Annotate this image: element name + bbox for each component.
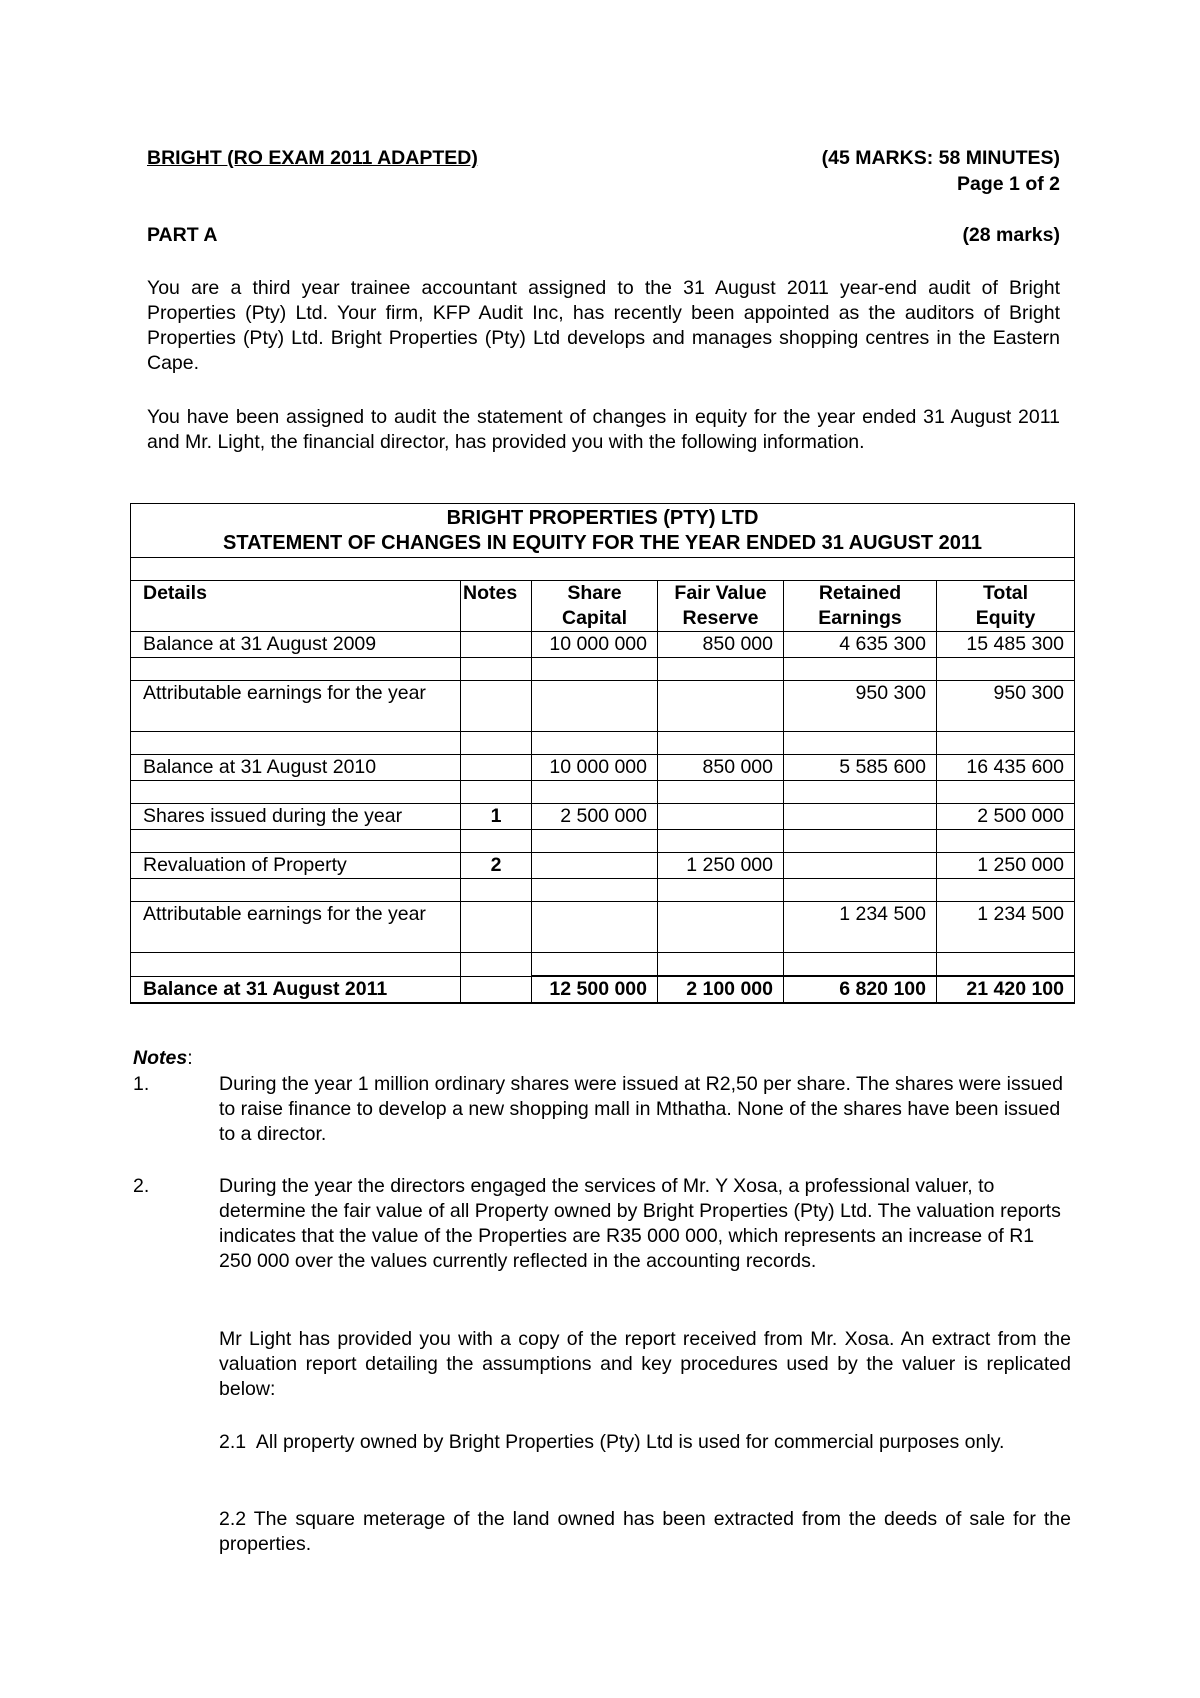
row-total-equity: 21 420 100 [937,976,1075,1003]
row-fair-value-reserve [658,804,784,830]
row-fair-value-reserve: 1 250 000 [658,853,784,879]
table-spacer-row [131,558,1075,581]
intro-paragraph-1: You are a third year trainee accountant assigned to the 31 August 2011 year-end audit of Bright Properties (Pty) Ltd. Your firm, KFP Audit Inc, has recently been appointed as the auditors of Bright Properties (Pty) Ltd. Bright Properties (Pty) Ltd develops and manages shopping centres in the Eastern Cape. [147,277,1060,374]
row-share-capital [532,853,658,879]
row-retained-earnings [784,804,937,830]
note-2-1-number: 2.1 [219,1431,247,1453]
row-retained-earnings: 950 300 [784,681,937,732]
row-fair-value-reserve [658,902,784,953]
row-notes: 2 [461,853,532,879]
row-total-equity: 15 485 300 [937,632,1075,658]
note-2-paragraph: Mr Light has provided you with a copy of the report received from Mr. Xosa. An extract from the valuation report detailing the assumptions and key procedures used by the valuer is replicated below: [219,1328,1071,1400]
table-spacer-row [131,879,1075,902]
note-2-1 [219,1430,1071,1455]
note-2-2-number: 2.2 [219,1508,247,1530]
row-details: Balance at 31 August 2009 [131,632,461,658]
table-row-closing-balance [131,976,1075,1003]
row-fair-value-reserve [658,681,784,732]
exam-marks: (45 MARKS: 58 MINUTES) [821,147,1060,169]
row-fair-value-reserve: 850 000 [658,632,784,658]
row-total-equity: 16 435 600 [937,755,1075,781]
table-row [131,755,1075,781]
row-fair-value-reserve: 2 100 000 [658,976,784,1003]
table-spacer-row [131,953,1075,977]
row-fair-value-reserve: 850 000 [658,755,784,781]
note-2-number: 2. [133,1175,150,1197]
row-notes [461,976,532,1003]
table-title-row [131,504,1075,558]
page-number: Page 1 of 2 [957,173,1060,195]
table-row [131,632,1075,658]
part-label: PART A [147,224,218,246]
table-header-row [131,581,1075,632]
row-details: Shares issued during the year [131,804,461,830]
note-1-text: During the year 1 million ordinary shares were issued at R2,50 per share. The shares were issued to raise finance to develop a new shopping mall in Mthatha. None of the shares have been issued to a director. [219,1073,1063,1145]
row-total-equity: 1 234 500 [937,902,1075,953]
row-notes [461,681,532,732]
row-share-capital: 10 000 000 [532,755,658,781]
exam-title: BRIGHT (RO EXAM 2011 ADAPTED) [147,147,478,169]
row-total-equity: 2 500 000 [937,804,1075,830]
row-details: Revaluation of Property [131,853,461,879]
row-details: Balance at 31 August 2011 [131,976,461,1003]
table-spacer-row [131,658,1075,681]
row-share-capital: 12 500 000 [532,976,658,1003]
table-spacer-row [131,830,1075,853]
table-row [131,902,1075,953]
table-title [131,504,1075,558]
table-title-statement: STATEMENT OF CHANGES IN EQUITY FOR THE YEAR ENDED 31 AUGUST 2011 [223,532,983,554]
row-share-capital [532,681,658,732]
col-header-fair-value-reserve: Fair Value Reserve [658,581,784,632]
table-row [131,681,1075,732]
row-retained-earnings: 6 820 100 [784,976,937,1003]
row-share-capital [532,902,658,953]
row-details: Balance at 31 August 2010 [131,755,461,781]
note-1-number: 1. [133,1073,150,1095]
row-retained-earnings [784,853,937,879]
col-header-total-equity: Total Equity [937,581,1075,632]
table-row [131,804,1075,830]
row-notes: 1 [461,804,532,830]
row-retained-earnings: 1 234 500 [784,902,937,953]
row-details: Attributable earnings for the year [131,681,461,732]
col-header-retained-earnings: Retained Earnings [784,581,937,632]
row-retained-earnings: 5 585 600 [784,755,937,781]
row-details: Attributable earnings for the year [131,902,461,953]
row-total-equity: 1 250 000 [937,853,1075,879]
note-2-text: During the year the directors engaged the services of Mr. Y Xosa, a professional valuer, to determine the fair value of all Property owned by Bright Properties (Pty) Ltd. The valuation reports indicates that the value of the Properties are R35 000 000, which represents an increase of R1 250 000 over the values currently reflected in the accounting records. [219,1175,1061,1272]
row-share-capital: 2 500 000 [532,804,658,830]
col-header-details: Details [131,581,461,632]
table-title-company: BRIGHT PROPERTIES (PTY) LTD [446,507,759,529]
table-spacer-row [131,781,1075,804]
note-2-2-text: The square meterage of the land owned has been extracted from the deeds of sale for the properties. [219,1508,1071,1555]
table-row [131,853,1075,879]
note-2-1-text: All property owned by Bright Properties (Pty) Ltd is used for commercial purposes only. [255,1431,1005,1453]
row-share-capital: 10 000 000 [532,632,658,658]
col-header-notes: Notes [461,581,532,632]
part-marks: (28 marks) [962,224,1060,246]
col-header-share-capital: Share Capital [532,581,658,632]
intro-paragraph-2: You have been assigned to audit the statement of changes in equity for the year ended 31 August 2011 and Mr. Light, the financial director, has provided you with the following information. [147,406,1060,453]
row-retained-earnings: 4 635 300 [784,632,937,658]
statement-of-changes-in-equity-table [130,503,1075,1004]
note-2-2 [219,1507,1071,1557]
row-total-equity: 950 300 [937,681,1075,732]
row-notes [461,902,532,953]
row-notes [461,632,532,658]
table-spacer-row [131,732,1075,755]
notes-heading: Notes: [133,1047,193,1069]
row-notes [461,755,532,781]
